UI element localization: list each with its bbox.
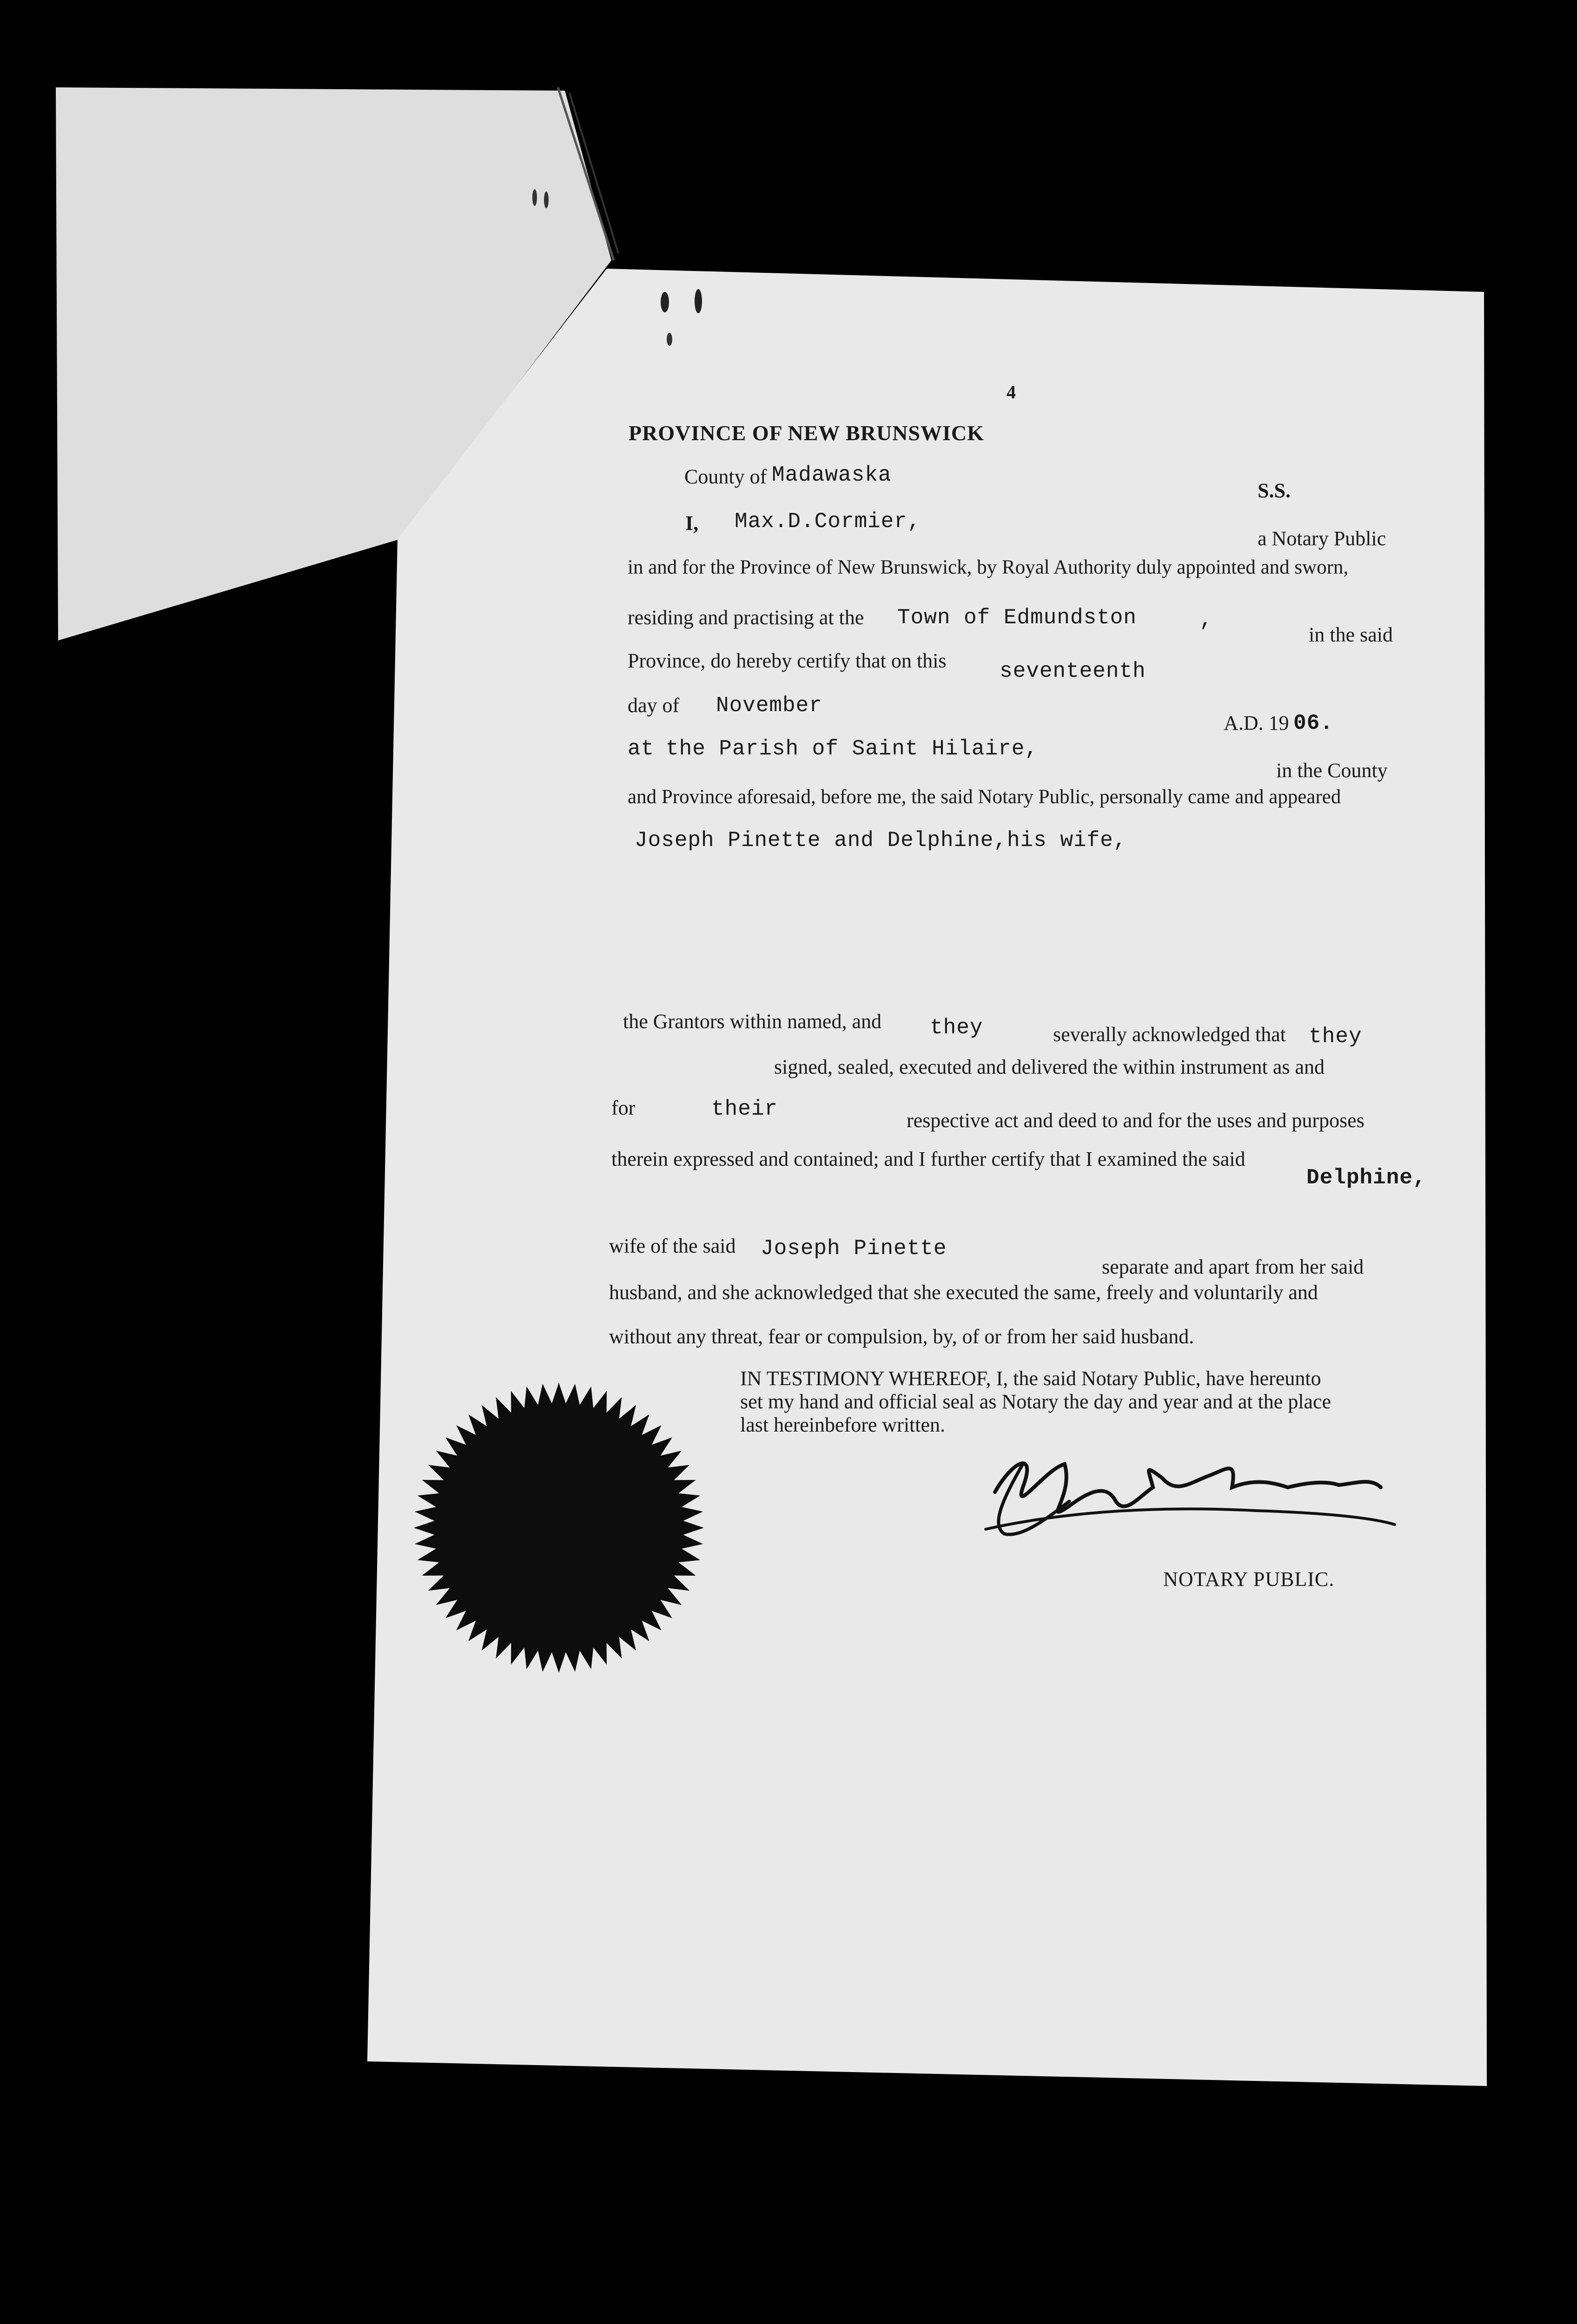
notary-name: Max.D.Cormier, — [735, 509, 921, 534]
year-suffix: 06. — [1293, 711, 1333, 735]
residing-label: residing and practising at the — [628, 606, 864, 629]
testimony-line-3: last hereinbefore written. — [740, 1413, 946, 1436]
in-the-county-label: in the County — [1276, 759, 1388, 782]
appeared-value: Joseph Pinette and Delphine,his wife, — [635, 828, 1127, 852]
husband-name-value: Joseph Pinette — [761, 1236, 947, 1261]
town-value: Town of Edmundston — [897, 606, 1137, 630]
seal-body — [414, 1383, 704, 1673]
for-label: for — [611, 1096, 636, 1119]
i-label: I, — [685, 512, 699, 535]
they-2: they — [1309, 1024, 1362, 1049]
ink-mark — [667, 333, 672, 346]
notary-seal-icon — [414, 1383, 704, 1673]
testimony-line-2: set my hand and official seal as Notary the day and year and at the place — [740, 1390, 1332, 1413]
day-of-label: day of — [628, 694, 680, 717]
month-value: November — [716, 693, 822, 718]
therein-line: therein expressed and contained; and I further certify that I examined the said — [611, 1148, 1246, 1170]
notary-public-label: a Notary Public — [1258, 527, 1386, 550]
they-1: they — [930, 1016, 983, 1040]
ink-mark — [532, 189, 537, 206]
severally-label: severally acknowledged that — [1053, 1023, 1286, 1046]
grantors-label: the Grantors within named, and — [623, 1010, 881, 1033]
wife-name-value: Delphine, — [1306, 1166, 1426, 1190]
respective-line: respective act and deed to and for the uses and purposes — [907, 1109, 1365, 1132]
ink-mark — [695, 289, 702, 313]
threat-line: without any threat, fear or compulsion, by, of or from her said husband. — [609, 1325, 1194, 1348]
husband-line: husband, and she acknowledged that she executed the same, freely and voluntarily and — [609, 1281, 1318, 1304]
separate-label: separate and apart from her said — [1102, 1255, 1364, 1278]
province-certify-label: Province, do hereby certify that on this — [628, 649, 947, 672]
their-value: their — [711, 1097, 778, 1121]
in-the-said-label: in the said — [1309, 623, 1393, 646]
ink-mark — [544, 191, 549, 208]
at-label: at — [628, 737, 655, 761]
ss-label: S.S. — [1258, 479, 1291, 502]
county-value: Madawaska — [772, 463, 892, 487]
day-value: seventeenth — [1000, 659, 1146, 683]
place-value: the Parish of Saint Hilaire, — [666, 737, 1038, 761]
province-aforesaid-line: and Province aforesaid, before me, the said Notary Public, personally came and appeared — [628, 786, 1341, 808]
county-label: County of — [684, 465, 767, 488]
page-number: 4 — [1007, 382, 1016, 403]
wife-of-label: wife of the said — [609, 1235, 736, 1257]
ink-mark — [661, 292, 669, 312]
testimony-line-1: IN TESTIMONY WHEREOF, I, the said Notary Public, have hereunto — [740, 1367, 1321, 1390]
signed-line: signed, sealed, executed and delivered the within instrument as and — [774, 1056, 1325, 1078]
notary-public-signature-label: NOTARY PUBLIC. — [1163, 1568, 1335, 1591]
authority-line: in and for the Province of New Brunswick, by Royal Authority duly appointed and sworn, — [628, 556, 1349, 578]
ad-label: A.D. 19 — [1224, 712, 1289, 734]
comma-mark: , — [1199, 608, 1213, 632]
document-heading: PROVINCE OF NEW BRUNSWICK — [629, 421, 984, 445]
